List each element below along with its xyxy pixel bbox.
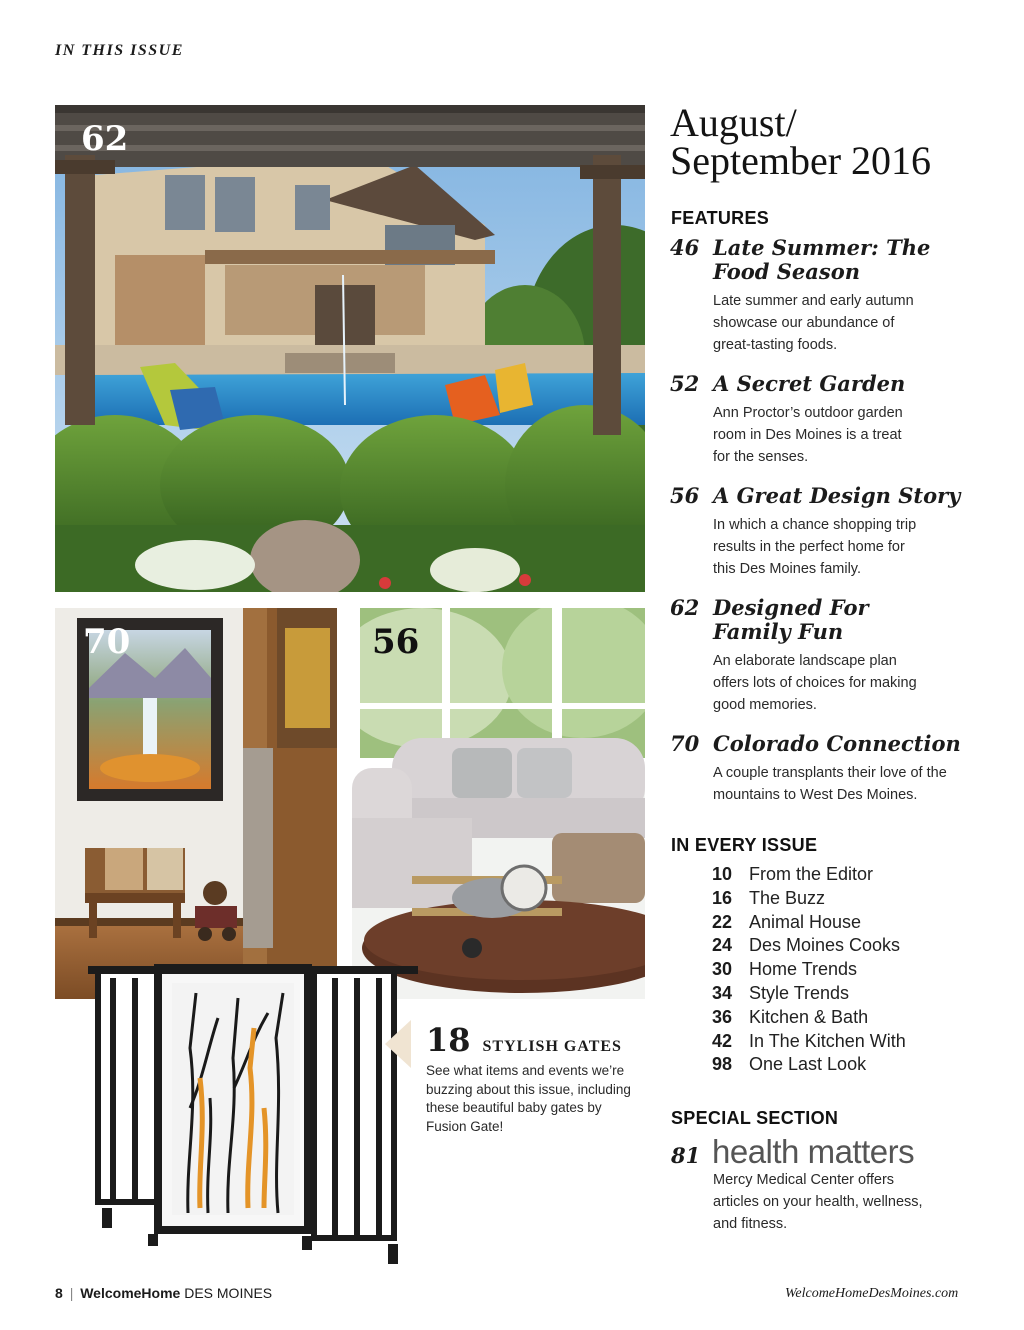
special-section-heading: SPECIAL SECTION	[671, 1108, 839, 1128]
list-item[interactable]	[712, 911, 972, 935]
section-kicker: IN THIS ISSUE	[55, 42, 184, 59]
living-room-photo	[352, 608, 645, 999]
department-page-number: 42	[712, 1030, 733, 1051]
feature-item[interactable]	[670, 484, 990, 580]
department-name[interactable]: Animal House	[749, 911, 862, 932]
department-name[interactable]: In The Kitchen With	[749, 1030, 906, 1051]
special-section-description: Mercy Medical Center offers articles on your health, wellness, and fitness.	[713, 1172, 923, 1232]
list-item[interactable]	[712, 863, 972, 887]
special-section-page-number: 81	[671, 1143, 701, 1168]
feature-description: In which a chance shopping trip results in the perfect home for this Des Moines family.	[713, 517, 917, 577]
department-name[interactable]: One Last Look	[749, 1054, 867, 1075]
department-page-number: 16	[712, 887, 733, 908]
list-item[interactable]	[712, 958, 972, 982]
feature-item[interactable]	[670, 236, 990, 356]
gates-callout	[426, 1022, 641, 1136]
feature-description: Ann Proctor’s outdoor garden room in Des Moines is a treat for the senses.	[713, 405, 903, 465]
special-section-title[interactable]: health matters	[712, 1133, 915, 1170]
feature-description: Late summer and early autumn showcase our abundance of great-tasting foods.	[713, 293, 914, 353]
features-heading: FEATURES	[671, 208, 770, 228]
feature-page-number: 70	[670, 731, 700, 756]
feature-item[interactable]	[670, 732, 990, 806]
department-page-number: 10	[712, 864, 733, 884]
feature-description: A couple transplants their love of the mountains to West Des Moines.	[713, 765, 947, 803]
department-name[interactable]: Des Moines Cooks	[749, 935, 901, 956]
magazine-brand: WelcomeHome	[80, 1285, 181, 1301]
pool-photo-page-number: 62	[81, 119, 129, 159]
department-name[interactable]: Home Trends	[749, 959, 858, 980]
issue-date	[670, 100, 990, 183]
gates-callout-text: See what items and events we’re buzzing about this issue, including these beautiful baby gates by Fusion Gate!	[426, 1063, 631, 1134]
list-item[interactable]	[712, 887, 972, 911]
feature-page-number: 52	[670, 371, 700, 396]
list-item[interactable]	[712, 1006, 972, 1030]
department-page-number: 36	[712, 1006, 733, 1027]
feature-title[interactable]: Colorado Connection	[713, 731, 961, 756]
backyard-pool-photo	[55, 105, 645, 592]
gates-callout-number: 18	[426, 1021, 471, 1059]
footer-separator: |	[69, 1285, 74, 1301]
department-list	[712, 863, 972, 1077]
feature-title[interactable]: Late Summer: The Food Season	[713, 235, 931, 284]
feature-page-number: 46	[670, 235, 700, 260]
department-name[interactable]: From the Editor	[749, 864, 874, 884]
list-item[interactable]	[712, 1053, 972, 1077]
issue-date-month: August/	[670, 100, 797, 145]
feature-item[interactable]	[670, 372, 990, 468]
department-name[interactable]: Kitchen & Bath	[749, 1006, 869, 1027]
issue-date-year: September 2016	[670, 138, 932, 183]
feature-title[interactable]: Designed For Family Fun	[713, 595, 869, 644]
feature-page-number: 56	[670, 483, 700, 508]
gates-callout-title: STYLISH GATES	[482, 1038, 622, 1055]
feature-title[interactable]: A Secret Garden	[713, 371, 906, 396]
list-item[interactable]	[712, 934, 972, 958]
department-page-number: 22	[712, 911, 733, 932]
department-page-number: 30	[712, 959, 733, 980]
every-issue-heading: IN EVERY ISSUE	[671, 835, 818, 855]
page-footer	[55, 1285, 272, 1301]
feature-title[interactable]: A Great Design Story	[713, 483, 961, 508]
department-page-number: 34	[712, 982, 733, 1003]
feature-description: An elaborate landscape plan offers lots of choices for making good memories.	[713, 653, 917, 713]
department-page-number: 24	[712, 935, 733, 956]
gates-callout-arrow	[385, 1020, 411, 1068]
feature-page-number: 62	[670, 595, 700, 620]
website-link[interactable]: WelcomeHomeDesMoines.com	[785, 1286, 959, 1301]
feature-item[interactable]	[670, 596, 990, 716]
magazine-city: DES MOINES	[184, 1285, 273, 1301]
department-page-number: 98	[712, 1054, 733, 1075]
painting-photo-page-number: 70	[83, 622, 131, 662]
department-name[interactable]: Style Trends	[749, 982, 850, 1003]
mountain-painting-photo	[55, 608, 337, 999]
baby-gate-image	[88, 958, 428, 1270]
living-room-photo-page-number: 56	[372, 622, 420, 662]
list-item[interactable]	[712, 1030, 972, 1054]
list-item[interactable]	[712, 982, 972, 1006]
department-name[interactable]: The Buzz	[749, 887, 826, 908]
page-number: 8	[55, 1285, 63, 1301]
